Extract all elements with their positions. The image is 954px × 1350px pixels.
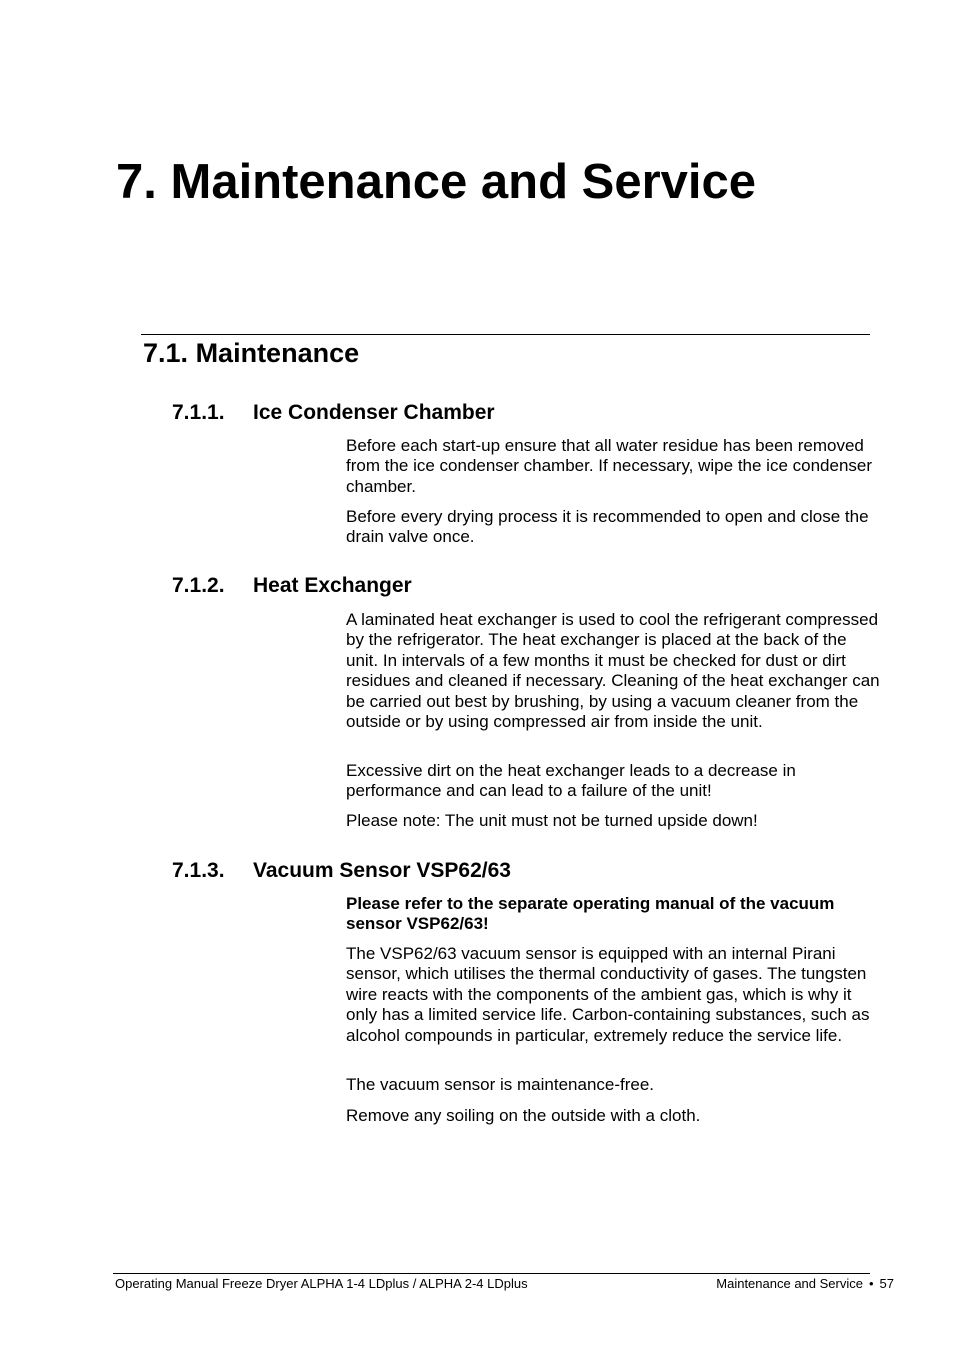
chapter-title	[116, 152, 756, 212]
subsection-title: Vacuum Sensor VSP62/63	[253, 859, 511, 882]
subsection-heading-heat-exchanger	[172, 573, 412, 599]
paragraph: Please note: The unit must not be turned upside down!	[346, 811, 758, 830]
section-title	[143, 336, 359, 370]
paragraph: The VSP62/63 vacuum sensor is equipped with an internal Pirani sensor, which utilises the thermal conductivity of gases. The tungsten wire reacts with the components of the ambient gas, which is why it only has a limited service life. Carbon-containing substances, such as alcohol compounds in particular, extremely reduce the service life.	[346, 944, 870, 1045]
subsection-heading-vacuum-sensor	[172, 858, 511, 884]
section-divider	[141, 334, 870, 335]
section-number: 7.1.	[143, 338, 189, 368]
footer-bullet: •	[868, 1276, 874, 1291]
subsection-title: Heat Exchanger	[253, 574, 412, 597]
footer-document-title: Operating Manual Freeze Dryer ALPHA 1-4 LDplus / ALPHA 2-4 LDplus	[115, 1276, 528, 1291]
paragraph: A laminated heat exchanger is used to cool the refrigerant compressed by the refrigerator. The heat exchanger is placed at the back of the unit. In intervals of a few months it must be checked for dust or dirt residues and cleaned if necessary. Cleaning of the heat exchanger can be carried out best by brushing, by using a vacuum cleaner from the outside or by using compressed air from inside the unit.	[346, 610, 880, 732]
important-note: Please refer to the separate operating manual of the vacuum sensor VSP62/63!	[346, 894, 835, 934]
paragraph: The vacuum sensor is maintenance-free.	[346, 1075, 655, 1094]
paragraph: Excessive dirt on the heat exchanger leads to a decrease in performance and can lead to a failure of the unit!	[346, 761, 796, 801]
subsection-number: 7.1.3.	[172, 859, 225, 882]
subsection-number: 7.1.2.	[172, 574, 225, 597]
footer-divider	[113, 1273, 870, 1274]
paragraph: Before each start-up ensure that all water residue has been removed from the ice condenser chamber. If necessary, wipe the ice condenser chamber.	[346, 436, 873, 496]
chapter-title-text: Maintenance and Service	[170, 155, 757, 209]
subsection-number: 7.1.1.	[172, 401, 225, 424]
section-title-text: Maintenance	[195, 338, 360, 368]
paragraph: Remove any soiling on the outside with a cloth.	[346, 1106, 701, 1125]
page-number: 57	[879, 1276, 894, 1291]
paragraph: Before every drying process it is recommended to open and close the drain valve once.	[346, 507, 869, 547]
subsection-title: Ice Condenser Chamber	[253, 401, 495, 424]
footer-page-info	[716, 1276, 894, 1292]
chapter-number: 7.	[116, 155, 157, 209]
subsection-heading-ice-condenser	[172, 400, 495, 426]
footer-section-name: Maintenance and Service	[716, 1276, 863, 1291]
